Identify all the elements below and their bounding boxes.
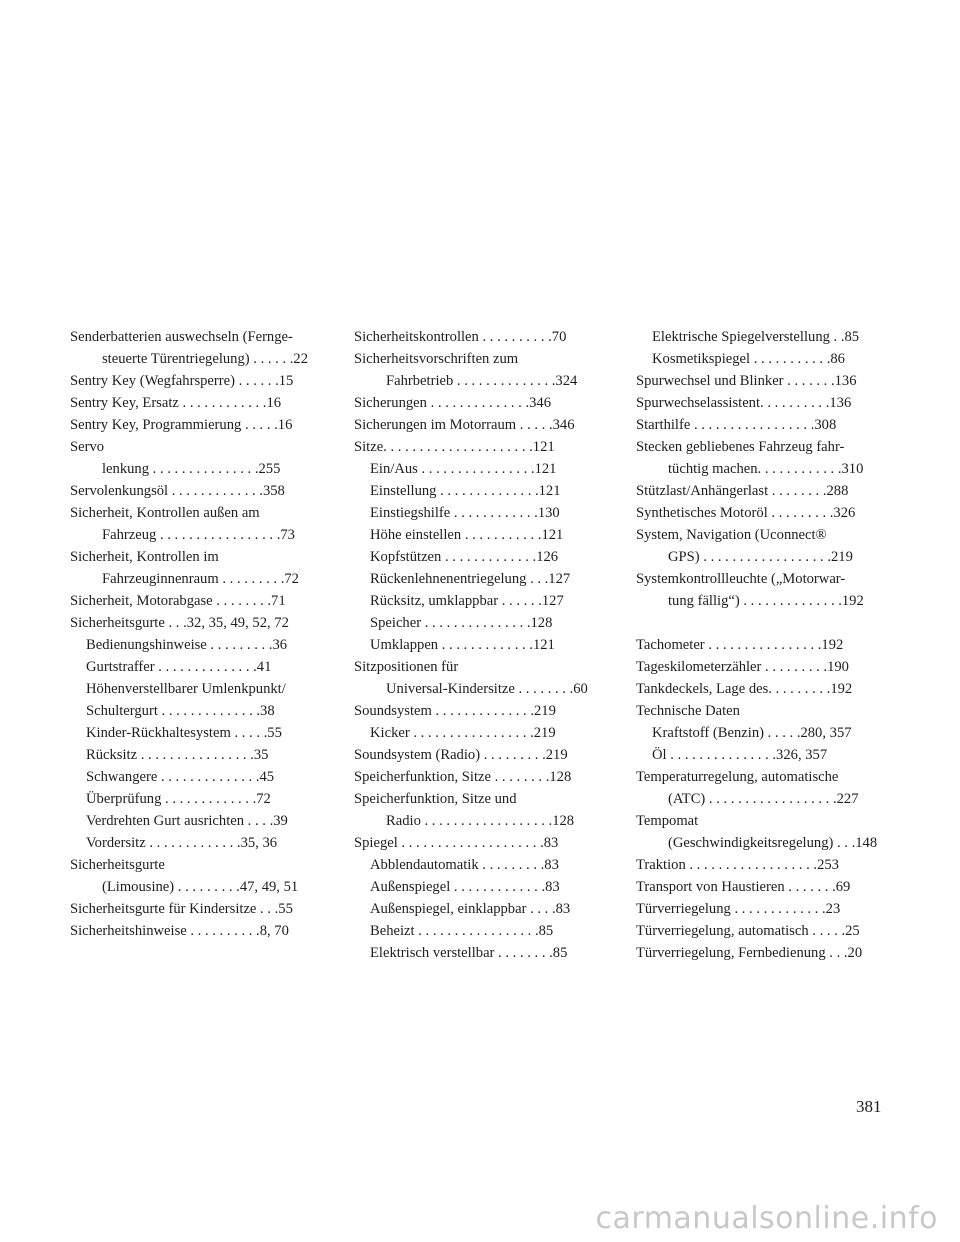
index-subentry <box>636 722 888 744</box>
index-entry <box>636 392 888 414</box>
index-entry-text: Soundsystem . . . . . . . . . . . . . .219 <box>354 703 556 719</box>
index-entry <box>636 854 888 876</box>
index-entry <box>354 788 604 832</box>
index-entry <box>70 392 320 414</box>
index-entry <box>354 766 604 788</box>
index-subentry <box>70 832 320 854</box>
index-subentry <box>354 568 604 590</box>
section-spacer <box>636 612 888 634</box>
index-entry-text: Spurwechsel und Blinker . . . . . . .136 <box>636 373 857 389</box>
index-subentry <box>354 524 604 546</box>
index-entry-text: Öl . . . . . . . . . . . . . . .326, 357 <box>652 747 828 763</box>
index-entry <box>354 744 604 766</box>
index-entry-text: Sicherheit, Kontrollen im <box>70 549 219 565</box>
index-entry-text: Ein/Aus . . . . . . . . . . . . . . . .121 <box>370 461 557 477</box>
index-subentry <box>354 876 604 898</box>
index-entry-text: Tageskilometerzähler . . . . . . . . .190 <box>636 659 849 675</box>
index-entry-text: Senderbatterien auswechseln (Fernge- <box>70 329 293 345</box>
index-entry-continuation: (Geschwindigkeitsregelung) . . .148 <box>668 835 878 851</box>
index-subentry <box>70 766 320 788</box>
index-entry-text: Bedienungshinweise . . . . . . . . .36 <box>86 637 288 653</box>
index-subentry <box>70 700 320 722</box>
index-entry-text: Elektrisch verstellbar . . . . . . . .85 <box>370 945 568 961</box>
index-entry-text: Stützlast/Anhängerlast . . . . . . . .288 <box>636 483 849 499</box>
index-column-1 <box>70 326 320 942</box>
index-entry <box>636 766 888 810</box>
index-entry-text: Sicherheitsvorschriften zum <box>354 351 519 367</box>
index-entry-text: Türverriegelung . . . . . . . . . . . . .23 <box>636 901 841 917</box>
index-entry <box>354 348 604 392</box>
index-entry-text: Schwangere . . . . . . . . . . . . . .45 <box>86 769 275 785</box>
index-entry <box>636 810 888 854</box>
index-entry-text: Tankdeckels, Lage des. . . . . . . . .192 <box>636 681 853 697</box>
index-subentry <box>354 854 604 876</box>
index-entry-text: Traktion . . . . . . . . . . . . . . . . . .253 <box>636 857 839 873</box>
index-entry-text: Spurwechselassistent. . . . . . . . . .136 <box>636 395 852 411</box>
index-entry-text: Speicherfunktion, Sitze . . . . . . . .128 <box>354 769 572 785</box>
index-subentry <box>354 502 604 524</box>
index-entry-text: Tachometer . . . . . . . . . . . . . . . .192 <box>636 637 844 653</box>
index-subentry <box>354 942 604 964</box>
index-entry-continuation: GPS) . . . . . . . . . . . . . . . . . .219 <box>668 549 853 565</box>
index-subentry <box>70 678 320 700</box>
index-entry <box>70 898 320 920</box>
index-entry-text: Tempomat <box>636 813 699 829</box>
index-entry-text: Einstiegshilfe . . . . . . . . . . . .130 <box>370 505 560 521</box>
index-subentry <box>70 744 320 766</box>
index-entry-text: Kopfstützen . . . . . . . . . . . . .126 <box>370 549 559 565</box>
index-entry <box>636 700 888 722</box>
index-entry-text: Sicherheit, Motorabgase . . . . . . . .71 <box>70 593 286 609</box>
index-entry-text: Technische Daten <box>636 703 740 719</box>
index-subentry <box>354 634 604 656</box>
index-entry-text: Systemkontrollleuchte („Motorwar- <box>636 571 846 587</box>
index-entry-text: Stecken gebliebenes Fahrzeug fahr- <box>636 439 845 455</box>
index-entry-text: System, Navigation (Uconnect® <box>636 527 827 543</box>
index-entry <box>70 590 320 612</box>
index-subentry <box>636 348 888 370</box>
index-entry-continuation: Universal-Kindersitze . . . . . . . .60 <box>386 681 588 697</box>
index-entry <box>70 854 320 898</box>
index-entry-text: Kinder-Rückhaltesystem . . . . .55 <box>86 725 282 741</box>
index-entry-text: Sicherheitsgurte . . .32, 35, 49, 52, 72 <box>70 615 289 631</box>
index-entry-text: Sicherheitshinweise . . . . . . . . . .8, 70 <box>70 923 289 939</box>
index-entry-text: Sicherungen . . . . . . . . . . . . . .346 <box>354 395 551 411</box>
index-entry <box>70 480 320 502</box>
watermark-logo: carmanualsonline.info <box>595 1201 938 1236</box>
index-entry-text: Elektrische Spiegelverstellung . .85 <box>652 329 860 345</box>
index-entry <box>636 414 888 436</box>
index-entry-text: Temperaturregelung, automatische <box>636 769 839 785</box>
index-entry-continuation: tüchtig machen. . . . . . . . . . . .310 <box>668 461 864 477</box>
index-entry-text: Transport von Haustieren . . . . . . .69 <box>636 879 851 895</box>
index-entry-text: Sitzpositionen für <box>354 659 459 675</box>
index-entry-text: Sicherheitskontrollen . . . . . . . . . .70 <box>354 329 567 345</box>
index-entry <box>636 436 888 480</box>
index-entry-text: Umklappen . . . . . . . . . . . . .121 <box>370 637 555 653</box>
index-entry-text: Sentry Key, Ersatz . . . . . . . . . . . .16 <box>70 395 282 411</box>
index-entry <box>70 546 320 590</box>
index-entry-text: Soundsystem (Radio) . . . . . . . . .219 <box>354 747 568 763</box>
index-entry <box>636 898 888 920</box>
index-subentry <box>354 722 604 744</box>
index-entry-text: Starthilfe . . . . . . . . . . . . . . . . .308 <box>636 417 837 433</box>
index-entry <box>354 414 604 436</box>
index-entry <box>636 568 888 612</box>
index-entry-text: Sitze. . . . . . . . . . . . . . . . . . . . .121 <box>354 439 555 455</box>
index-entry-text: Verdrehten Gurt ausrichten . . . .39 <box>86 813 288 829</box>
index-column-2 <box>354 326 604 964</box>
index-entry-continuation: tung fällig“) . . . . . . . . . . . . . .192 <box>668 593 864 609</box>
index-subentry <box>636 326 888 348</box>
index-entry <box>70 326 320 370</box>
index-subentry <box>354 612 604 634</box>
index-entry <box>636 634 888 656</box>
index-entry-text: Schultergurt . . . . . . . . . . . . . .38 <box>86 703 275 719</box>
index-entry-text: Kraftstoff (Benzin) . . . . .280, 357 <box>652 725 852 741</box>
index-entry <box>636 524 888 568</box>
index-entry-text: Rückenlehnenentriegelung . . .127 <box>370 571 571 587</box>
index-entry-text: Türverriegelung, Fernbedienung . . .20 <box>636 945 863 961</box>
index-entry-text: Servo <box>70 439 105 455</box>
index-subentry <box>354 920 604 942</box>
index-entry <box>354 700 604 722</box>
index-subentry <box>354 590 604 612</box>
index-subentry <box>70 810 320 832</box>
index-entry <box>70 502 320 546</box>
index-entry <box>70 414 320 436</box>
index-entry <box>636 942 888 964</box>
index-subentry <box>70 788 320 810</box>
index-entry-text: Gurtstraffer . . . . . . . . . . . . . .41 <box>86 659 272 675</box>
index-subentry <box>636 744 888 766</box>
index-entry-text: Kosmetikspiegel . . . . . . . . . . .86 <box>652 351 845 367</box>
index-subentry <box>70 722 320 744</box>
index-entry-text: Vordersitz . . . . . . . . . . . . .35, 36 <box>86 835 278 851</box>
index-entry <box>636 876 888 898</box>
index-entry-continuation: lenkung . . . . . . . . . . . . . . .255 <box>102 461 281 477</box>
index-entry-text: Sicherheitsgurte für Kindersitze . . .55 <box>70 901 293 917</box>
index-entry <box>354 832 604 854</box>
index-entry <box>70 370 320 392</box>
index-entry-text: Außenspiegel, einklappbar . . . .83 <box>370 901 571 917</box>
index-entry <box>636 656 888 678</box>
index-entry-text: Überprüfung . . . . . . . . . . . . .72 <box>86 791 271 807</box>
index-entry <box>70 612 320 634</box>
page-number: 381 <box>856 1097 882 1116</box>
index-entry-text: Beheizt . . . . . . . . . . . . . . . . .85 <box>370 923 554 939</box>
index-subentry <box>70 634 320 656</box>
index-entry <box>636 678 888 700</box>
index-entry-text: Synthetisches Motoröl . . . . . . . . .326 <box>636 505 856 521</box>
index-entry-continuation: Fahrzeuginnenraum . . . . . . . . .72 <box>102 571 299 587</box>
index-entry <box>354 656 604 700</box>
index-entry <box>354 436 604 458</box>
index-entry-text: Einstellung . . . . . . . . . . . . . .121 <box>370 483 561 499</box>
index-entry-continuation: Fahrzeug . . . . . . . . . . . . . . . . .73 <box>102 527 295 543</box>
index-entry <box>354 326 604 348</box>
index-entry-text: Rücksitz . . . . . . . . . . . . . . . .35 <box>86 747 269 763</box>
index-entry <box>636 480 888 502</box>
index-entry-text: Außenspiegel . . . . . . . . . . . . .83 <box>370 879 560 895</box>
index-subentry <box>354 546 604 568</box>
index-subentry <box>70 656 320 678</box>
index-entry-continuation: Radio . . . . . . . . . . . . . . . . . .128 <box>386 813 575 829</box>
index-entry-text: Abblendautomatik . . . . . . . . .83 <box>370 857 559 873</box>
index-entry-continuation: (ATC) . . . . . . . . . . . . . . . . . .227 <box>668 791 859 807</box>
index-entry-text: Sicherheitsgurte <box>70 857 165 873</box>
index-subentry <box>354 480 604 502</box>
index-entry-text: Türverriegelung, automatisch . . . . .25 <box>636 923 860 939</box>
index-entry <box>636 502 888 524</box>
index-entry-text: Höhenverstellbarer Umlenkpunkt/ <box>86 681 286 697</box>
index-entry <box>70 920 320 942</box>
index-entry-text: Spiegel . . . . . . . . . . . . . . . . . . . .83 <box>354 835 559 851</box>
index-subentry <box>354 458 604 480</box>
index-entry-text: Speicherfunktion, Sitze und <box>354 791 517 807</box>
index-entry-text: Sentry Key, Programmierung . . . . .16 <box>70 417 293 433</box>
index-entry-text: Höhe einstellen . . . . . . . . . . .121 <box>370 527 564 543</box>
index-entry-text: Kicker . . . . . . . . . . . . . . . . .219 <box>370 725 556 741</box>
index-entry-text: Sicherungen im Motorraum . . . . .346 <box>354 417 575 433</box>
index-entry-continuation: Fahrbetrieb . . . . . . . . . . . . . .324 <box>386 373 578 389</box>
index-subentry <box>354 898 604 920</box>
index-entry <box>70 436 320 480</box>
index-entry-text: Sicherheit, Kontrollen außen am <box>70 505 260 521</box>
index-entry-continuation: (Limousine) . . . . . . . . .47, 49, 51 <box>102 879 299 895</box>
index-entry-text: Rücksitz, umklappbar . . . . . .127 <box>370 593 564 609</box>
index-column-3 <box>636 326 888 964</box>
index-entry <box>636 370 888 392</box>
index-entry <box>354 392 604 414</box>
index-entry-continuation: steuerte Türentriegelung) . . . . . .22 <box>102 351 309 367</box>
index-entry-text: Speicher . . . . . . . . . . . . . . .128 <box>370 615 553 631</box>
index-entry-text: Sentry Key (Wegfahrsperre) . . . . . .15 <box>70 373 294 389</box>
index-entry-text: Servolenkungsöl . . . . . . . . . . . . .358 <box>70 483 285 499</box>
index-entry <box>636 920 888 942</box>
